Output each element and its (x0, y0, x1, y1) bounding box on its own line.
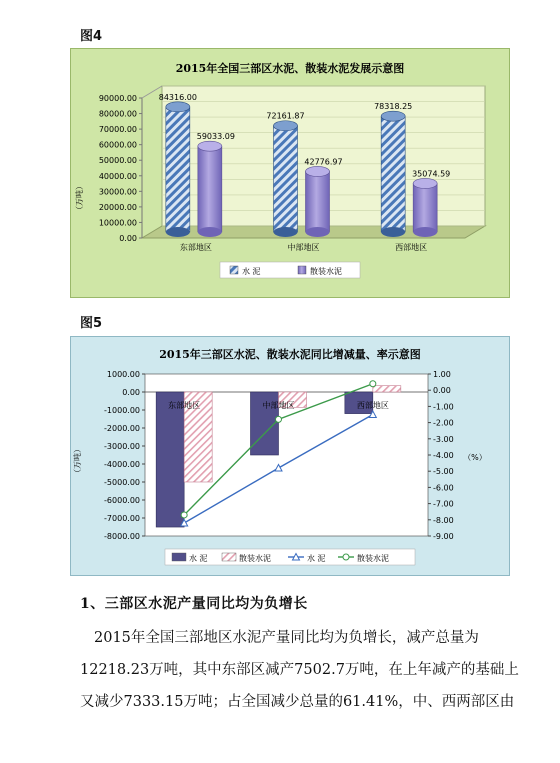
chart5-left-tick-label: -5000.00 (104, 478, 140, 487)
chart5-right-tick-label: -6.00 (433, 483, 454, 493)
chart5-left-tick-label: -6000.00 (104, 496, 140, 505)
chart4-y-tick-label: 80000.00 (98, 109, 137, 119)
chart4-data-label: 35074.59 (412, 169, 451, 179)
paragraph-line: 12218.23万吨，其中东部区减产7502.7万吨，在上年减产的基础上 (80, 662, 519, 678)
chart4-x-tick-label: 东部地区 (179, 243, 212, 252)
chart5-right-tick-label: 0.00 (433, 386, 451, 396)
chart4-y-tick-label: 60000.00 (98, 140, 137, 150)
chart4-data-label: 42776.97 (304, 157, 343, 167)
chart4-bar-top (198, 141, 222, 151)
chart5-legend-label: 散装水泥 (357, 554, 389, 563)
chart4-y-tick-label: 70000.00 (98, 125, 137, 135)
chart5-right-tick-label: -1.00 (433, 402, 454, 412)
chart5-right-tick-label: -5.00 (433, 467, 454, 477)
chart5-right-tick-label: -8.00 (433, 515, 454, 525)
chart5-bar-cement (156, 392, 184, 527)
chart5-right-axis-label: （%） (463, 453, 487, 462)
chart-figure-4 (70, 48, 510, 298)
chart4-bar-bulk (306, 171, 330, 232)
chart-figure-5 (70, 336, 510, 576)
chart4-bar-top (381, 111, 405, 121)
chart4-y-tick-label: 40000.00 (98, 171, 137, 181)
chart4-bar-top (306, 166, 330, 176)
chart5-right-tick-label: -2.00 (433, 418, 454, 428)
chart4-bar-cement (381, 116, 405, 232)
chart5-left-tick-label: 0.00 (122, 388, 140, 397)
chart5-left-tick-label: -1000.00 (104, 406, 140, 415)
chart4-data-label: 59033.09 (196, 132, 235, 142)
legend-marker-circle (343, 554, 349, 560)
chart5-left-tick-label: -4000.00 (104, 460, 140, 469)
chart4-bar-cement (166, 107, 190, 232)
legend-swatch-cement-bar (172, 553, 186, 561)
chart5-bar-bulk (373, 386, 401, 392)
chart5-right-tick-label: -3.00 (433, 434, 454, 444)
chart5-left-tick-label: 1000.00 (106, 370, 140, 379)
chart5-point-bulk (370, 381, 376, 387)
chart5-title: 2015年三部区水泥、散装水泥同比增减量、率示意图 (159, 348, 421, 361)
chart4-bar-bulk (413, 183, 437, 232)
figure-4-label: 图4 (80, 29, 103, 44)
chart4-data-label: 72161.87 (266, 111, 305, 121)
section-heading: 1、三部区水泥产量同比均为负增长 (80, 596, 308, 612)
chart4-y-axis-label: （万吨） (75, 182, 84, 214)
chart4-legend-label: 散装水泥 (310, 267, 342, 276)
chart4-data-label: 84316.00 (158, 92, 197, 102)
figure-5-label: 图5 (80, 316, 103, 331)
chart5-left-axis-label: （万吨） (73, 445, 82, 477)
chart5-legend (165, 549, 415, 565)
chart5-point-bulk (276, 416, 282, 422)
chart5-right-tick-label: -9.00 (433, 532, 454, 541)
chart4-y-tick-label: 20000.00 (98, 202, 137, 212)
chart4-legend (220, 262, 360, 278)
chart5-legend-label: 水 泥 (307, 554, 326, 563)
chart4-y-tick-label: 90000.00 (98, 94, 137, 103)
chart5-right-tick-label: -4.00 (433, 451, 454, 460)
chart4-bar-top (166, 102, 190, 112)
chart4-y-tick-label: 10000.00 (98, 218, 137, 228)
legend-swatch-bulk (298, 266, 306, 274)
chart4-bar-bulk (198, 146, 222, 232)
paragraph-line: 又减少7333.15万吨；占全国减少总量的61.41%，中、西两部区由 (80, 694, 515, 710)
chart5-right-tick-label: -7.00 (433, 499, 454, 509)
body-paragraph (80, 622, 520, 718)
chart4-bar-cement (274, 126, 298, 232)
chart4-x-tick-label: 西部地区 (395, 243, 428, 252)
chart5-left-tick-label: -7000.00 (104, 514, 140, 523)
chart4-bar-top (413, 178, 437, 188)
chart5-legend-label: 散装水泥 (239, 554, 271, 563)
chart4-legend-label: 水 泥 (242, 267, 261, 276)
chart5-category-label: 中部地区 (262, 401, 295, 410)
chart5-left-tick-label: -2000.00 (104, 424, 140, 433)
chart5-point-bulk (181, 512, 187, 518)
chart5-category-label: 西部地区 (356, 401, 389, 410)
chart5-left-tick-label: -3000.00 (104, 442, 140, 451)
chart5-right-tick-label: 1.00 (433, 370, 451, 379)
chart4-y-tick-label: 30000.00 (98, 187, 137, 197)
chart4-x-tick-label: 中部地区 (287, 243, 320, 252)
paragraph-line: 2015年全国三部地区水泥产量同比均为负增长，减产总量为 (94, 630, 479, 646)
chart4-y-tick-label: 0.00 (119, 234, 137, 243)
chart4-data-label: 78318.25 (374, 102, 413, 112)
chart4-y-tick-label: 50000.00 (98, 156, 137, 166)
legend-swatch-cement (230, 266, 238, 274)
chart5-category-label: 东部地区 (168, 401, 201, 410)
chart5-legend-label: 水 泥 (189, 554, 208, 563)
chart5-left-tick-label: -8000.00 (104, 532, 140, 541)
legend-swatch-bulk-bar (222, 553, 236, 561)
chart4-bar-top (274, 121, 298, 131)
chart4-title: 2015年全国三部区水泥、散装水泥发展示意图 (175, 62, 405, 75)
